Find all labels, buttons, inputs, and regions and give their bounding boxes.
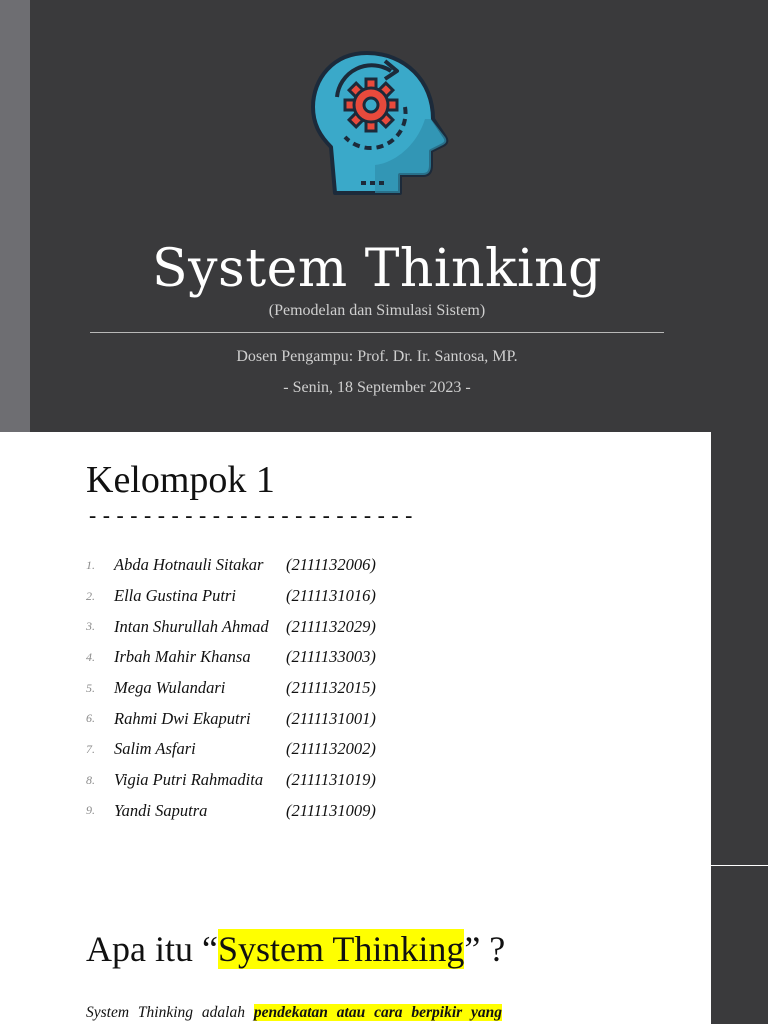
- item-number: 1.: [86, 557, 95, 572]
- presentation-subtitle: (Pemodelan dan Simulasi Sistem): [268, 302, 486, 319]
- members-slide: [0, 432, 768, 865]
- list-item: [86, 796, 376, 827]
- head-gear-icon: [305, 45, 455, 200]
- title-divider: [90, 332, 664, 333]
- list-item: [86, 673, 376, 704]
- item-number: 5.: [86, 680, 95, 695]
- definition-slide: [0, 866, 768, 1024]
- item-number: 2.: [86, 588, 95, 603]
- list-item: [86, 550, 376, 581]
- member-name: Mega Wulandari: [114, 678, 226, 698]
- presentation-title: System Thinking: [152, 239, 602, 299]
- member-id: (2111132002): [286, 739, 376, 759]
- heading-suffix: ” ?: [464, 929, 506, 969]
- right-accent-strip: [711, 432, 768, 865]
- member-name: Rahmi Dwi Ekaputri: [114, 708, 251, 728]
- member-id: (2111131001): [286, 708, 376, 728]
- list-item: [86, 581, 376, 612]
- list-item: [86, 703, 376, 734]
- group-heading: Kelompok 1: [86, 459, 275, 501]
- member-name: Irbah Mahir Khansa: [114, 647, 251, 667]
- definition-body: [86, 1004, 621, 1022]
- right-accent-strip: [711, 866, 768, 1024]
- member-name: Ella Gustina Putri: [114, 586, 236, 606]
- body-highlight: pendekatan atau cara berpikir yang: [253, 1004, 503, 1021]
- heading-underline: ------------------------: [86, 504, 416, 529]
- heading-prefix: Apa itu “: [86, 929, 218, 969]
- member-list: [86, 550, 376, 826]
- list-item: [86, 765, 376, 796]
- member-name: Intan Shurullah Ahmad: [114, 616, 269, 636]
- item-number: 9.: [86, 803, 95, 818]
- member-id: (2111133003): [286, 647, 376, 667]
- item-number: 3.: [86, 619, 95, 634]
- member-id: (2111132015): [286, 678, 376, 698]
- member-id: (2111132029): [286, 616, 376, 636]
- member-name: Salim Asfari: [114, 739, 196, 759]
- member-id: (2111132006): [286, 555, 376, 575]
- item-number: 7.: [86, 741, 95, 756]
- item-number: 8.: [86, 772, 95, 787]
- date-line: - Senin, 18 September 2023 -: [283, 379, 471, 396]
- lecturer-line: Dosen Pengampu: Prof. Dr. Ir. Santosa, MP.: [236, 348, 518, 365]
- item-number: 6.: [86, 711, 95, 726]
- body-prefix: System Thinking adalah: [86, 1004, 254, 1021]
- member-id: (2111131019): [286, 770, 376, 790]
- member-id: (2111131016): [286, 586, 376, 606]
- title-slide: [0, 0, 768, 432]
- left-accent-strip: [0, 0, 30, 432]
- member-name: Vigia Putri Rahmadita: [114, 770, 264, 790]
- member-id: (2111131009): [286, 800, 376, 820]
- member-name: Yandi Saputra: [114, 800, 208, 820]
- list-item: [86, 642, 376, 673]
- heading-highlight: System Thinking: [217, 929, 465, 969]
- item-number: 4.: [86, 649, 95, 664]
- list-item: [86, 734, 376, 765]
- definition-heading: [86, 928, 505, 970]
- member-name: Abda Hotnauli Sitakar: [114, 555, 264, 575]
- list-item: [86, 611, 376, 642]
